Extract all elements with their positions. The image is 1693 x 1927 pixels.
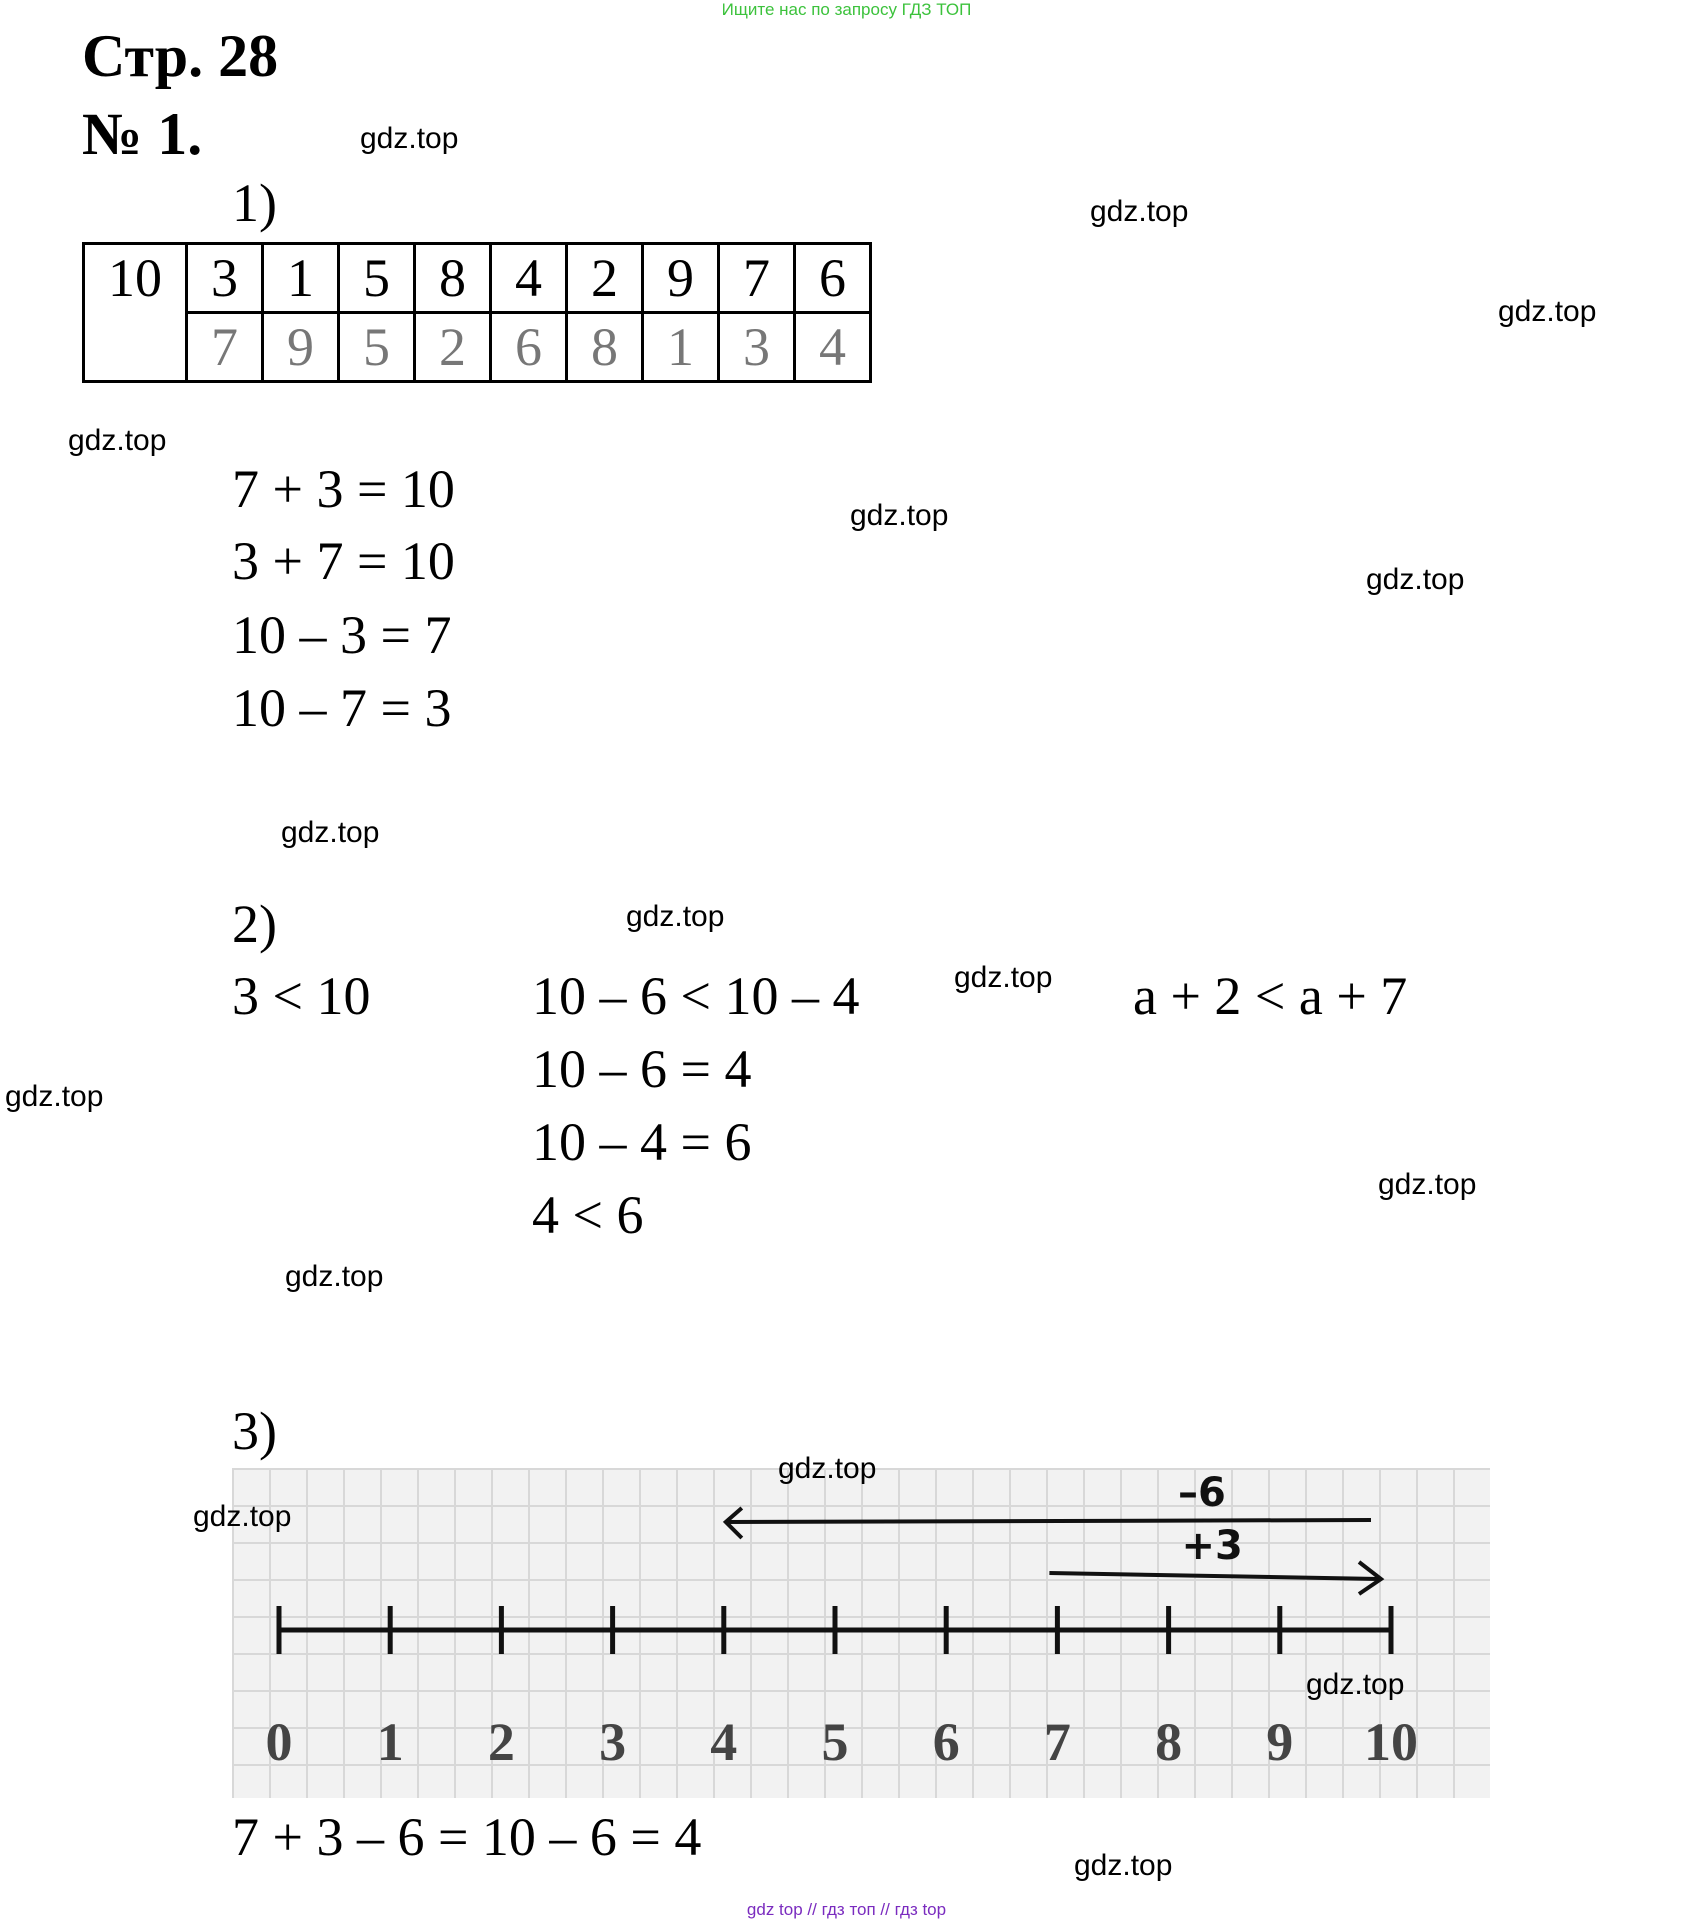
watermark: gdz.top: [360, 122, 459, 155]
plus-arrow-label: +3: [1181, 1523, 1243, 1569]
part1-equation: 10 – 7 = 3: [232, 678, 452, 738]
number-line-tick-label: 5: [821, 1712, 849, 1772]
part1-label: 1): [232, 173, 277, 233]
watermark: gdz.top: [5, 1080, 104, 1113]
number-line-tick-label: 1: [376, 1712, 404, 1772]
part2-expression: 10 – 6 < 10 – 4: [532, 966, 860, 1026]
number-line-tick-label: 9: [1266, 1712, 1294, 1772]
part2-variable-inequality: a + 2 < a + 7: [1133, 966, 1408, 1026]
part1-equation: 10 – 3 = 7: [232, 605, 452, 665]
watermark: gdz.top: [850, 499, 949, 532]
number-line-tick-label: 6: [932, 1712, 960, 1772]
part2-inequality: 3 < 10: [232, 966, 371, 1026]
table-top-cell: 9: [643, 244, 719, 313]
top-banner: Ищите нас по запросу ГДЗ ТОП: [721, 0, 972, 19]
minus-arrow-label: –6: [1178, 1470, 1226, 1516]
table-bottom-cell: 7: [187, 313, 263, 382]
part2-expression: 10 – 4 = 6: [532, 1112, 752, 1172]
table-top-cell: 3: [187, 244, 263, 313]
table-bottom-cell: 1: [643, 313, 719, 382]
watermark: gdz.top: [1306, 1668, 1405, 1701]
part1-equation: 7 + 3 = 10: [232, 459, 455, 519]
minus-arrow-line: [726, 1520, 1371, 1522]
watermark: gdz.top: [68, 424, 167, 457]
part2-label: 2): [232, 894, 277, 954]
watermark: gdz.top: [1378, 1168, 1477, 1201]
number-composition-table: [82, 242, 872, 383]
watermark: gdz.top: [778, 1452, 877, 1485]
number-line-tick-label: 8: [1155, 1712, 1183, 1772]
table-top-cell: 2: [567, 244, 643, 313]
plus-arrow-line: [1049, 1573, 1379, 1579]
number-line-tick-label: 0: [265, 1712, 293, 1772]
watermark: gdz.top: [1366, 563, 1465, 596]
table-bottom-cell: 3: [719, 313, 795, 382]
bottom-banner: gdz top // гдз топ // гдз top: [746, 1900, 947, 1919]
table-bottom-cell: 8: [567, 313, 643, 382]
watermark: gdz.top: [1498, 295, 1597, 328]
watermark: gdz.top: [1090, 195, 1189, 228]
table-top-cell: 7: [719, 244, 795, 313]
number-line: [232, 1468, 1490, 1798]
table-top-cell: 4: [491, 244, 567, 313]
number-line-tick-label: 10: [1364, 1712, 1418, 1772]
table-bottom-cell: 9: [263, 313, 339, 382]
part2-expression: 10 – 6 = 4: [532, 1039, 752, 1099]
table-top-cell: 5: [339, 244, 415, 313]
watermark: gdz.top: [626, 900, 725, 933]
table-top-cell: 1: [263, 244, 339, 313]
table-bottom-cell: 5: [339, 313, 415, 382]
table-bottom-cell: 2: [415, 313, 491, 382]
table-bottom-cell: 4: [795, 313, 871, 382]
watermark: gdz.top: [954, 961, 1053, 994]
watermark: gdz.top: [281, 816, 380, 849]
watermark: gdz.top: [193, 1500, 292, 1533]
part3-equation: 7 + 3 – 6 = 10 – 6 = 4: [232, 1807, 702, 1867]
part1-equation: 3 + 7 = 10: [232, 531, 455, 591]
number-line-tick-label: 2: [487, 1712, 515, 1772]
watermark: gdz.top: [1074, 1849, 1173, 1882]
part3-label: 3): [232, 1401, 277, 1461]
table-bottom-cell: 6: [491, 313, 567, 382]
table-top-cell: 8: [415, 244, 491, 313]
page-title: Стр. 28: [82, 23, 279, 89]
number-line-tick-label: 7: [1043, 1712, 1071, 1772]
task-number: № 1.: [82, 101, 203, 167]
number-line-tick-label: 3: [599, 1712, 627, 1772]
part2-expression: 4 < 6: [532, 1185, 644, 1245]
number-line-tick-label: 4: [710, 1712, 738, 1772]
table-total-cell: 10: [84, 244, 187, 382]
table-top-cell: 6: [795, 244, 871, 313]
watermark: gdz.top: [285, 1260, 384, 1293]
